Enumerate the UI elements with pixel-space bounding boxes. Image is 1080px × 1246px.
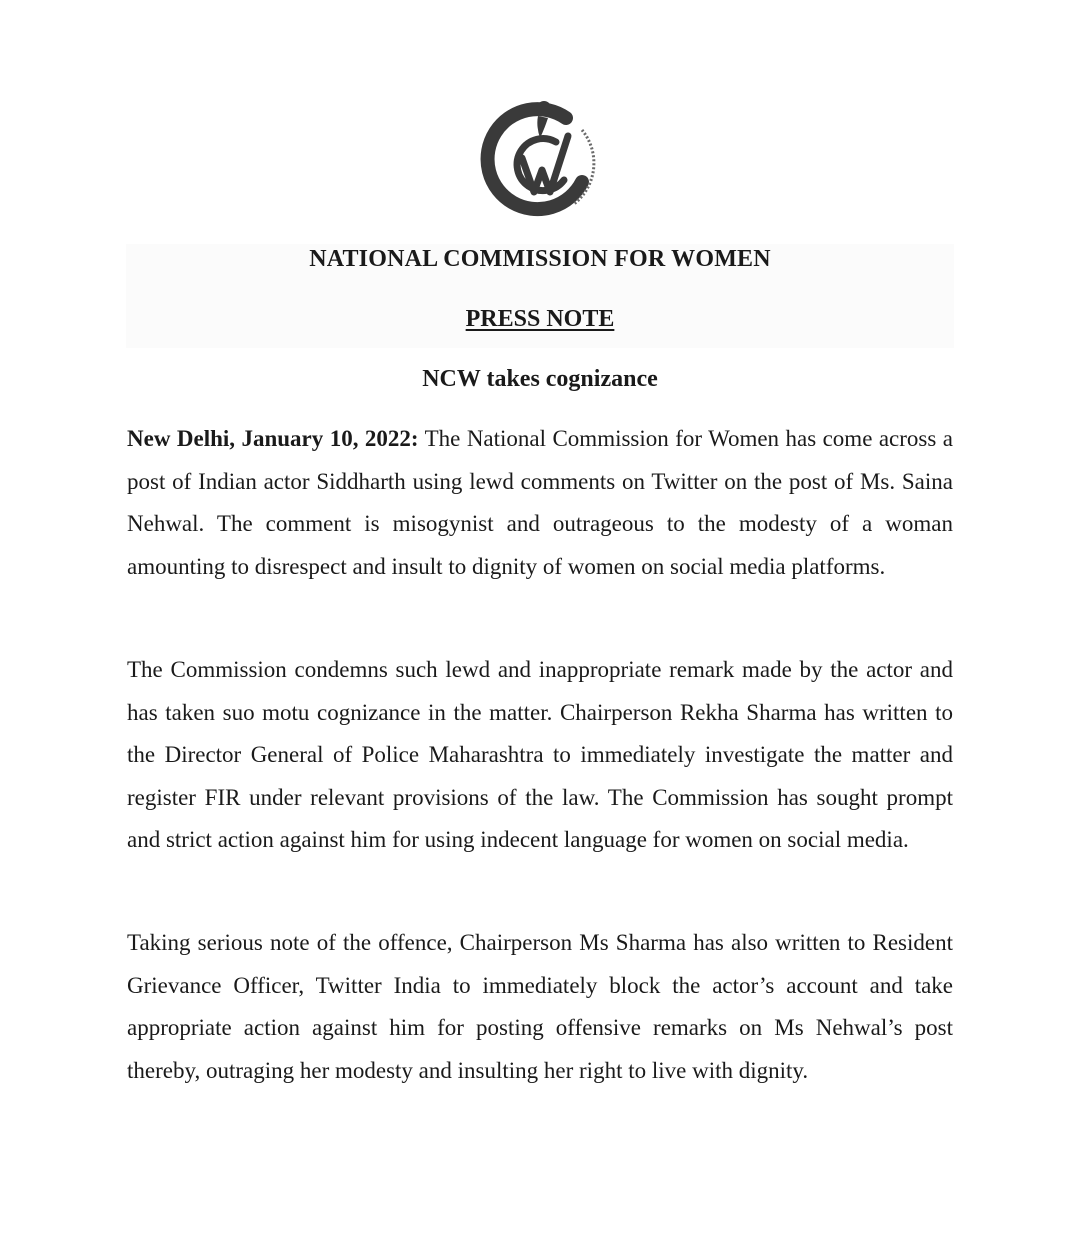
organization-title: NATIONAL COMMISSION FOR WOMEN [309, 246, 771, 272]
ncw-emblem-icon [478, 96, 604, 222]
body-paragraph-3: Taking serious note of the offence, Chairperson Ms Sharma has also written to Resident Grievance Officer, Twitter India to immediately block the actor’s account and take appropriate action against him for posting offensive remarks on Ms Nehwal’s post thereby, outraging her modesty and insulting her right to live with dignity. [127, 930, 953, 1083]
body-paragraph-2: The Commission condemns such lewd and inappropriate remark made by the actor and has taken suo motu cognizance in the matter. Chairperson Rekha Sharma has written to the Director General of Police Maharashtra to immediately investigate the matter and register FIR under relevant provisions of the law. The Commission has sought prompt and strict action against him for using indecent language for women on social media. [127, 657, 953, 852]
dateline: New Delhi, January 10, 2022: [127, 426, 419, 451]
document-type-heading: PRESS NOTE [465, 306, 615, 332]
press-note-headline: NCW takes cognizance [422, 366, 658, 392]
body-paragraph-1 [127, 418, 953, 588]
paragraph-1-text: The National Commission for Women has come across a post of Indian actor Siddharth using lewd comments on Twitter on the post of Ms. Saina Nehwal. The comment is misogynist and outrageous to the modesty of a woman amounting to disrespect and insult to dignity of women on social media platforms. [127, 426, 953, 579]
